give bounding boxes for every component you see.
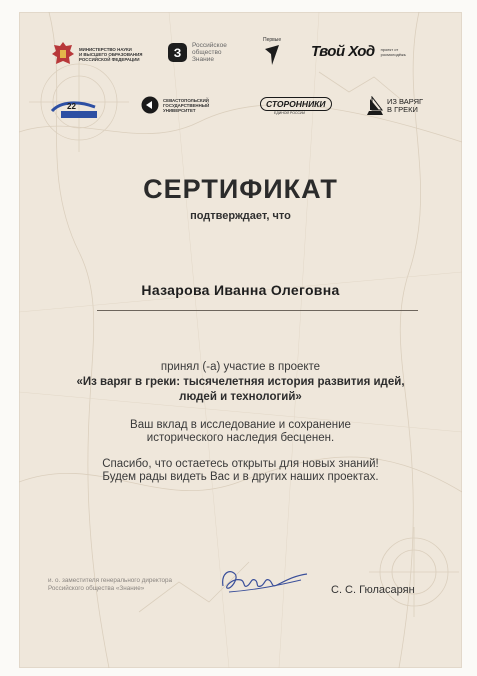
ship-icon <box>366 96 384 116</box>
sevsu-circle-icon <box>141 96 159 114</box>
ministry-line-3: РОССИЙСКОЙ ФЕДЕРАЦИИ <box>79 56 140 62</box>
thanks-line-2: Будем рады видеть Вас и в других наших проектах. <box>102 471 379 483</box>
iz-varyag-logo <box>366 96 423 116</box>
signatory-role-line-2: Российского общества «Знание» <box>48 585 145 592</box>
participation-text: принял (-а) участие в проекте <box>160 361 321 373</box>
sevsu-line-3: УНИВЕРСИТЕТ <box>163 107 196 113</box>
signatory-role-line-1: и. о. заместителя генерального директора <box>48 577 173 584</box>
pervye-logo <box>263 37 281 67</box>
certificate-sheet <box>19 12 462 668</box>
pervye-mark-icon <box>263 43 281 67</box>
certificate-subtitle: подтверждает, что <box>190 210 291 222</box>
contribution-line-2: исторического наследия бесценен. <box>146 432 335 444</box>
znanie-line-1: Российское <box>192 42 227 49</box>
sevsu-line-1: СЕВАСТОПОЛЬСКИЙ <box>163 97 209 103</box>
tvoy-hod-sub: проект от росмолодёжь <box>380 46 406 57</box>
sevsu-line-2: ГОСУДАРСТВЕННЫЙ <box>163 102 210 108</box>
project-title-line-2: людей и технологий» <box>179 391 302 403</box>
project-title-line-1: «Из варяг в греки: тысячелетняя история развития идей, <box>76 376 405 388</box>
event-number: 22 <box>67 102 76 111</box>
znanie-icon: З <box>168 43 187 62</box>
contribution-line-1: Ваш вклад в исследование и сохранение <box>130 419 351 431</box>
znanie-line-3: Знание <box>192 56 214 63</box>
handwritten-signature <box>215 560 315 600</box>
tvoy-hod-logo <box>311 43 415 60</box>
signatory-role <box>48 577 172 593</box>
left-event-logo <box>49 97 101 121</box>
ministry-logo <box>51 40 142 68</box>
thanks-line-1: Спасибо, что остаетесь открыты для новых знаний! <box>102 458 379 470</box>
certificate-title: СЕРТИФИКАТ <box>143 174 338 204</box>
iz-varyag-line-2: В ГРЕКИ <box>387 105 418 114</box>
eagle-emblem-icon <box>51 40 75 68</box>
storonniki-logo <box>260 97 332 115</box>
tvoy-hod-label: Твой Ход <box>311 43 375 60</box>
event-22-icon <box>49 97 101 121</box>
storonniki-sub: ЕДИНОЙ РОССИИ <box>274 111 306 115</box>
znanie-line-2: общество <box>192 49 222 56</box>
storonniki-label: СТОРОННИКИ <box>260 97 332 111</box>
znanie-logo <box>168 42 227 63</box>
sevsu-logo <box>141 96 209 114</box>
iz-varyag-line-1: ИЗ ВАРЯГ <box>387 97 424 106</box>
ministry-line-1: МИНИСТЕРСТВО НАУКИ <box>79 46 132 52</box>
name-underline <box>97 310 418 311</box>
ministry-line-2: И ВЫСШЕГО ОБРАЗОВАНИЯ <box>79 51 143 57</box>
pervye-label: Первые <box>263 37 282 43</box>
recipient-name: Назарова Иванна Олеговна <box>141 282 340 298</box>
signatory-name: С. С. Гюласарян <box>331 584 415 596</box>
